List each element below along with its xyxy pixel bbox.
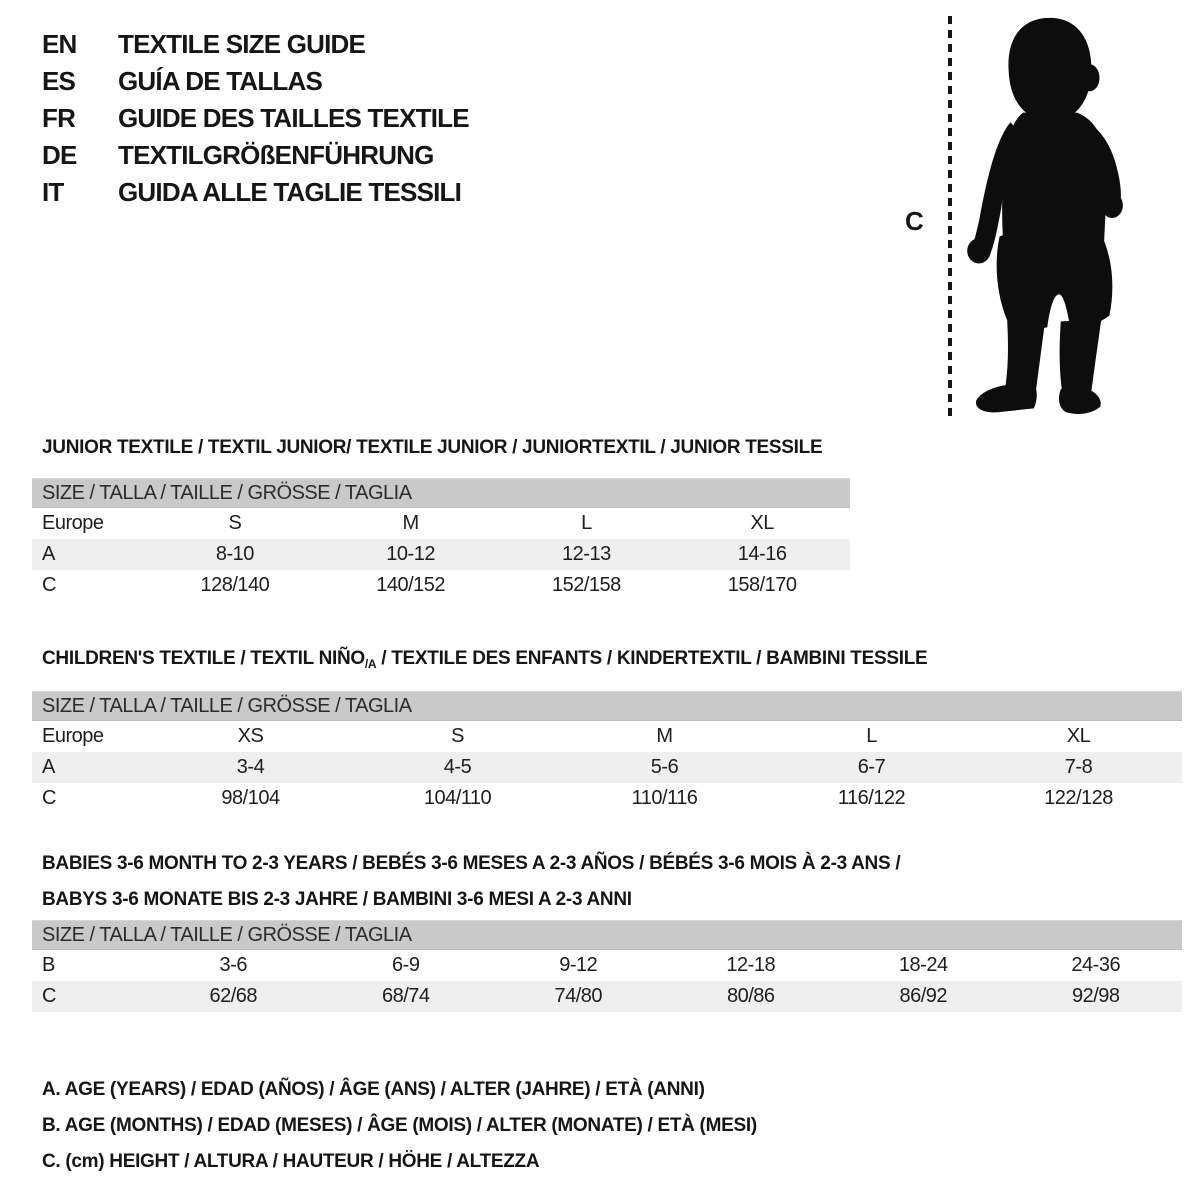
size-value: 62/68: [209, 985, 258, 1007]
size-value: 24-36: [1071, 954, 1121, 976]
language-title: TEXTILE SIZE GUIDE: [118, 29, 366, 59]
size-value: 80/86: [726, 985, 775, 1007]
size-value: 74/80: [554, 985, 603, 1007]
size-value: 4-5: [443, 756, 472, 778]
section-title-text: CHILDREN'S TEXTILE / TEXTIL NIÑO: [42, 648, 365, 669]
language-list: [42, 26, 469, 211]
table-row: [32, 539, 850, 570]
size-value: S: [228, 512, 242, 534]
table-row: [32, 508, 850, 539]
section-title: JUNIOR TEXTILE / TEXTIL JUNIOR/ TEXTILE JUNIOR / JUNIORTEXTIL / JUNIOR TESSILE: [42, 437, 823, 458]
height-measure-label: C: [905, 206, 924, 236]
row-label: C: [42, 574, 56, 596]
section-title-subscript: /A: [364, 657, 377, 671]
size-value: M: [656, 725, 673, 747]
size-value: 6-7: [857, 756, 886, 778]
table-row: [32, 783, 1182, 814]
size-value: 98/104: [221, 787, 280, 809]
size-header-bar: SIZE / TALLA / TAILLE / GRÖSSE / TAGLIA: [32, 478, 850, 508]
toddler-silhouette-icon: [960, 14, 1140, 420]
language-code: ES: [42, 66, 76, 96]
size-value: 10-12: [386, 543, 435, 565]
size-value: 158/170: [727, 574, 797, 596]
table-row: [32, 752, 1182, 783]
section-title-text: / TEXTILE DES ENFANTS / KINDERTEXTIL / BAMBINI TESSILE: [376, 648, 928, 669]
size-value: 18-24: [898, 954, 948, 976]
section-junior-textile: [32, 430, 850, 601]
size-value: 104/110: [423, 787, 492, 809]
table-row: [32, 950, 1182, 981]
size-value: L: [866, 725, 877, 747]
size-value: XL: [1066, 725, 1091, 747]
size-legend: [42, 1072, 757, 1180]
size-value: 14-16: [737, 543, 787, 565]
size-value: 122/128: [1044, 787, 1113, 809]
language-row: [42, 100, 469, 137]
size-value: 140/152: [376, 574, 446, 596]
language-row: [42, 137, 469, 174]
row-label: Europe: [42, 725, 104, 747]
size-header-bar: SIZE / TALLA / TAILLE / GRÖSSE / TAGLIA: [32, 691, 1182, 721]
size-value: 152/158: [551, 574, 621, 596]
size-value: 12-13: [562, 543, 611, 565]
size-value: 116/122: [837, 787, 906, 809]
height-measure-line: [948, 16, 952, 418]
size-value: 6-9: [392, 954, 420, 976]
language-title: GUIDE DES TAILLES TEXTILE: [118, 103, 469, 133]
table-row: [32, 721, 1182, 752]
legend-line: B. AGE (MONTHS) / EDAD (MESES) / ÂGE (MOIS) / ALTER (MONATE) / ETÀ (MESI): [42, 1115, 757, 1136]
size-header-bar: SIZE / TALLA / TAILLE / GRÖSSE / TAGLIA: [32, 920, 1182, 950]
language-title: GUIDA ALLE TAGLIE TESSILI: [118, 177, 462, 207]
size-value: 128/140: [200, 574, 270, 596]
language-code: FR: [42, 103, 76, 133]
section-childrens-textile: [32, 641, 1182, 814]
language-title: GUÍA DE TALLAS: [118, 66, 323, 96]
table-row: [32, 981, 1182, 1012]
size-value: 110/116: [631, 787, 698, 809]
legend-line: A. AGE (YEARS) / EDAD (AÑOS) / ÂGE (ANS) / ALTER (JAHRE) / ETÀ (ANNI): [42, 1079, 705, 1100]
language-code: IT: [42, 177, 64, 207]
language-code: EN: [42, 29, 77, 59]
section-title: BABIES 3-6 MONTH TO 2-3 YEARS / BEBÉS 3-6 MESES A 2-3 AÑOS / BÉBÉS 3-6 MOIS À 2-3 ANS /: [42, 853, 901, 874]
size-value: 3-6: [219, 954, 247, 976]
language-row: [42, 63, 469, 100]
size-value: 12-18: [726, 954, 776, 976]
size-value: 86/92: [899, 985, 948, 1007]
language-row: [42, 26, 469, 63]
row-label: Europe: [42, 512, 104, 534]
size-value: M: [402, 512, 419, 534]
size-value: S: [451, 725, 464, 747]
size-value: 68/74: [381, 985, 430, 1007]
size-value: L: [581, 512, 592, 534]
size-value: XL: [750, 512, 774, 534]
size-value: 7-8: [1064, 756, 1093, 778]
section-babies-textile: [32, 846, 1182, 1012]
language-title: TEXTILGRÖßENFÜHRUNG: [118, 140, 434, 170]
row-label: A: [42, 543, 55, 565]
section-title: [32, 641, 1182, 682]
language-row: [42, 174, 469, 211]
size-value: 92/98: [1071, 985, 1120, 1007]
section-title: BABYS 3-6 MONATE BIS 2-3 JAHRE / BAMBINI 3-6 MESI A 2-3 ANNI: [42, 889, 632, 910]
size-value: 3-4: [236, 756, 265, 778]
language-code: DE: [42, 140, 77, 170]
size-value: 9-12: [559, 954, 598, 976]
row-label: B: [42, 954, 55, 976]
size-value: 5-6: [650, 756, 679, 778]
size-value: 8-10: [215, 543, 254, 565]
table-row: [32, 570, 850, 601]
size-value: XS: [237, 725, 264, 747]
legend-line: C. (cm) HEIGHT / ALTURA / HAUTEUR / HÖHE / ALTEZZA: [42, 1151, 540, 1172]
row-label: C: [42, 787, 56, 809]
row-label: A: [42, 756, 55, 778]
row-label: C: [42, 985, 56, 1007]
